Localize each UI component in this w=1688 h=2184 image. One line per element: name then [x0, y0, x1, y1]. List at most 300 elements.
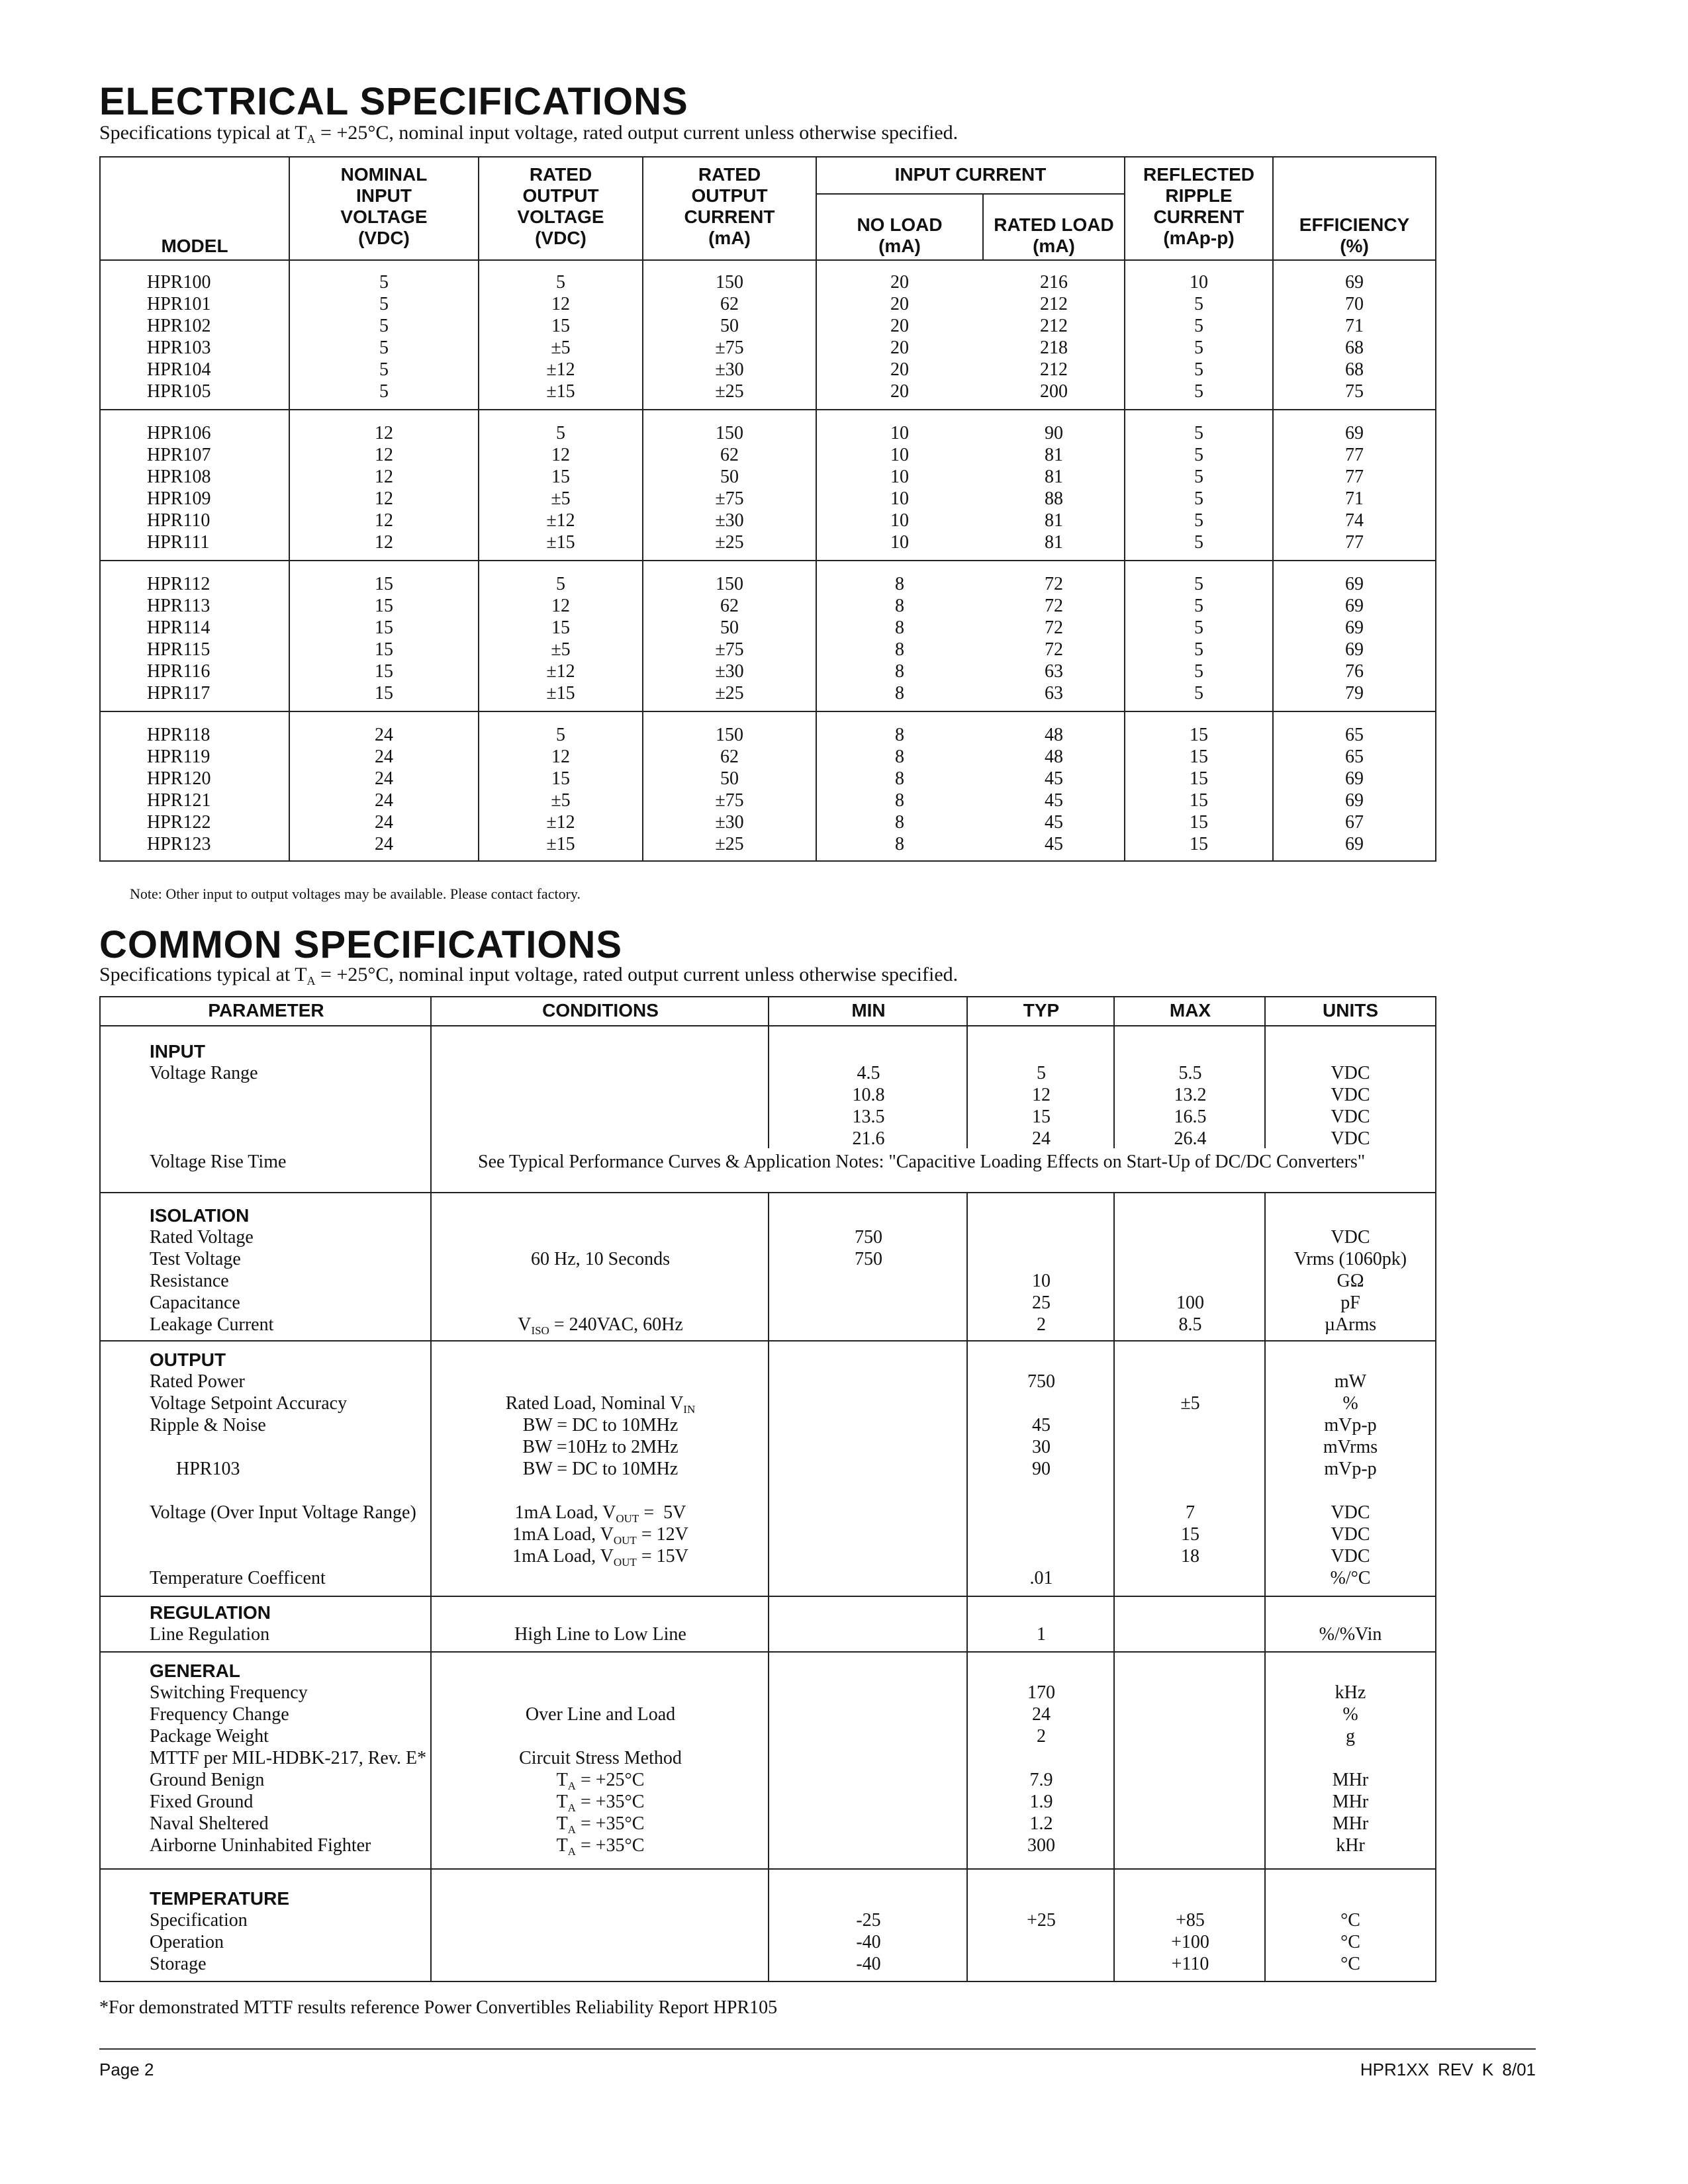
condition-value: BW = DC to 10MHz — [522, 1459, 679, 1479]
isolation-row — [101, 1270, 1435, 1292]
header-no-load: NO LOAD (mA) — [857, 214, 943, 256]
unit-value: °C — [1340, 1910, 1360, 1931]
electrical-subtitle: Specifications typical at $T_A = +25^\circ C$, nominal input voltage, rated output current unless otherwise specified. — [99, 122, 959, 146]
param-label: Leakage Current — [150, 1314, 274, 1335]
typ-value: 45 — [1032, 1415, 1051, 1435]
unit-value: % — [1342, 1704, 1358, 1725]
model-cell: HPR123 — [147, 834, 211, 854]
typ-value: 1 — [1037, 1624, 1046, 1645]
max-value: 7 — [1186, 1502, 1195, 1523]
output-row — [101, 1414, 1435, 1436]
header-efficiency: EFFICIENCY (%) — [1299, 214, 1410, 256]
no-load-cell: 20 — [890, 359, 909, 380]
header-reflected-ripple: REFLECTED RIPPLE CURRENT (mAp-p) — [1143, 164, 1254, 248]
header-rated-output-current: RATED OUTPUT CURRENT (mA) — [684, 164, 775, 248]
table-row — [101, 746, 1435, 768]
input-voltage-cell: 5 — [379, 294, 389, 314]
max-value: 100 — [1176, 1293, 1204, 1313]
input-voltage-cell: 12 — [375, 423, 393, 443]
max-value: +85 — [1176, 1910, 1205, 1931]
electrical-spec-table — [99, 156, 1436, 862]
header-model: MODEL — [161, 236, 228, 256]
model-cell: HPR102 — [147, 316, 211, 336]
output-current-cell: ±30 — [715, 359, 744, 380]
input-voltage-range-row — [101, 1106, 1435, 1128]
unit-value: mW — [1334, 1371, 1367, 1392]
ripple-cell: 5 — [1194, 467, 1203, 487]
input-voltage-cell: 5 — [379, 338, 389, 358]
temperature-row — [101, 1931, 1435, 1953]
table-row — [101, 488, 1435, 510]
param-label: MTTF per MIL-HDBK-217, Rev. E* — [150, 1748, 427, 1768]
param-label: Rated Voltage — [150, 1227, 254, 1248]
input-voltage-range-row — [101, 1128, 1435, 1150]
model-cell: HPR101 — [147, 294, 211, 314]
rated-load-cell: 72 — [1045, 574, 1063, 594]
input-voltage-cell: 5 — [379, 272, 389, 293]
param-label: Frequency Change — [150, 1704, 289, 1725]
output-row — [101, 1502, 1435, 1524]
model-group — [101, 712, 1435, 860]
general-row — [101, 1704, 1435, 1725]
input-voltage-cell: 24 — [375, 768, 393, 789]
table-row — [101, 315, 1435, 337]
output-current-cell: ±25 — [715, 532, 744, 553]
no-load-cell: 20 — [890, 272, 909, 293]
table-row — [101, 271, 1435, 293]
ripple-cell: 5 — [1194, 359, 1203, 380]
table-row — [101, 573, 1435, 595]
output-voltage-cell: ±12 — [546, 510, 575, 531]
input-voltage-range-row — [101, 1062, 1435, 1084]
unit-value: mVp-p — [1324, 1459, 1377, 1479]
condition-value: 1mA Load, $V_{OUT} = 5V$ — [514, 1502, 686, 1525]
no-load-cell: 10 — [890, 488, 909, 509]
regulation-group — [101, 1597, 1435, 1653]
mttf-row — [101, 1835, 1435, 1856]
ripple-cell: 5 — [1194, 510, 1203, 531]
model-cell: HPR118 — [147, 725, 211, 745]
model-cell: HPR121 — [147, 790, 211, 811]
unit-value: °C — [1340, 1932, 1360, 1952]
output-current-cell: ±75 — [715, 639, 744, 660]
table-row — [101, 833, 1435, 855]
condition-value: $T_A = +25^\circ C$ — [556, 1770, 645, 1792]
model-cell: HPR113 — [147, 596, 211, 616]
output-group — [101, 1342, 1435, 1597]
typ-value: 1.2 — [1029, 1813, 1053, 1834]
condition-value: 1mA Load, $V_{OUT} = 15V$ — [512, 1546, 688, 1569]
output-row — [101, 1392, 1435, 1414]
output-voltage-cell: ±12 — [546, 812, 575, 833]
unit-value: pF — [1340, 1293, 1360, 1313]
model-group — [101, 561, 1435, 712]
typ-value: 7.9 — [1029, 1770, 1053, 1790]
ripple-cell: 5 — [1194, 423, 1203, 443]
efficiency-cell: 71 — [1345, 488, 1364, 509]
efficiency-cell: 75 — [1345, 381, 1364, 402]
rated-load-cell: 63 — [1045, 683, 1063, 704]
output-voltage-cell: ±15 — [546, 683, 575, 704]
output-voltage-cell: 5 — [556, 272, 565, 293]
min-value: -40 — [856, 1932, 881, 1952]
param-label: Capacitance — [150, 1293, 240, 1313]
unit-value: MHr — [1332, 1770, 1369, 1790]
output-row — [101, 1436, 1435, 1458]
unit-value: g — [1346, 1726, 1355, 1747]
isolation-group — [101, 1193, 1435, 1342]
unit-value: VDC — [1331, 1524, 1370, 1545]
rated-load-cell: 216 — [1040, 272, 1068, 293]
output-current-cell: ±30 — [715, 812, 744, 833]
common-title: COMMON SPECIFICATIONS — [99, 923, 623, 966]
output-current-cell: 50 — [720, 768, 739, 789]
typ-value: 90 — [1032, 1459, 1051, 1479]
header-rated-load: RATED LOAD (mA) — [994, 214, 1114, 256]
param-label: Temperature Coefficent — [150, 1568, 326, 1588]
output-voltage-cell: ±5 — [551, 338, 571, 358]
rated-load-cell: 90 — [1045, 423, 1063, 443]
no-load-cell: 8 — [895, 768, 904, 789]
typ-value: 5 — [1037, 1063, 1046, 1083]
no-load-cell: 8 — [895, 725, 904, 745]
condition-value: Circuit Stress Method — [519, 1748, 682, 1768]
rise-time-note: See Typical Performance Curves & Application Notes: "Capacitive Loading Effects on Start-Up of DC/DC Converters" — [478, 1152, 1366, 1172]
output-current-cell: 150 — [716, 574, 743, 594]
output-row — [101, 1371, 1435, 1392]
input-voltage-cell: 15 — [375, 661, 393, 682]
output-voltage-cell: 12 — [551, 294, 570, 314]
general-row — [101, 1725, 1435, 1747]
input-voltage-cell: 24 — [375, 812, 393, 833]
param-label: Voltage (Over Input Voltage Range) — [150, 1502, 416, 1523]
output-voltage-cell: 12 — [551, 747, 570, 767]
output-current-cell: 50 — [720, 617, 739, 638]
ripple-cell: 15 — [1190, 790, 1208, 811]
condition-value: Rated Load, Nominal $V_{IN}$ — [505, 1393, 696, 1416]
no-load-cell: 10 — [890, 467, 909, 487]
no-load-cell: 8 — [895, 790, 904, 811]
input-voltage-cell: 12 — [375, 467, 393, 487]
condition-value: BW = DC to 10MHz — [522, 1415, 679, 1435]
mttf-row — [101, 1791, 1435, 1813]
mttf-row — [101, 1769, 1435, 1791]
output-voltage-cell: 15 — [551, 467, 570, 487]
efficiency-cell: 69 — [1345, 596, 1364, 616]
unit-value: kHr — [1336, 1835, 1365, 1856]
no-load-cell: 8 — [895, 596, 904, 616]
no-load-cell: 20 — [890, 381, 909, 402]
output-group-title: OUTPUT — [150, 1349, 226, 1370]
condition-value: $T_A = +35^\circ C$ — [556, 1813, 645, 1836]
common-subtitle: Specifications typical at $T_A = +25^\circ C$, nominal input voltage, rated output current unless otherwise specified. — [99, 964, 959, 987]
param-label: Fixed Ground — [150, 1792, 254, 1812]
typ-value: 2 — [1037, 1314, 1046, 1335]
ripple-cell: 15 — [1190, 834, 1208, 854]
param-label: Test Voltage — [150, 1249, 241, 1269]
rated-load-cell: 63 — [1045, 661, 1063, 682]
efficiency-cell: 65 — [1345, 725, 1364, 745]
model-cell: HPR120 — [147, 768, 211, 789]
input-voltage-cell: 12 — [375, 445, 393, 465]
unit-value: % — [1342, 1393, 1358, 1414]
max-value: ±5 — [1180, 1393, 1200, 1414]
model-cell: HPR105 — [147, 381, 211, 402]
isolation-row — [101, 1248, 1435, 1270]
output-current-cell: ±75 — [715, 488, 744, 509]
table-row — [101, 617, 1435, 639]
efficiency-cell: 77 — [1345, 445, 1364, 465]
unit-value: GΩ — [1336, 1271, 1364, 1291]
efficiency-cell: 69 — [1345, 790, 1364, 811]
model-cell: HPR106 — [147, 423, 211, 443]
condition-value: BW =10Hz to 2MHz — [522, 1437, 679, 1457]
ripple-cell: 15 — [1190, 812, 1208, 833]
isolation-group-title: ISOLATION — [150, 1205, 250, 1226]
unit-value: VDC — [1331, 1227, 1370, 1248]
min-value: 750 — [855, 1249, 882, 1269]
param-label: Ground Benign — [150, 1770, 265, 1790]
temperature-row — [101, 1953, 1435, 1975]
no-load-cell: 10 — [890, 532, 909, 553]
condition-value: Over Line and Load — [525, 1704, 676, 1725]
voltage-rise-time-row — [101, 1151, 1435, 1173]
table-row — [101, 466, 1435, 488]
table-row — [101, 444, 1435, 466]
rated-load-cell: 81 — [1045, 510, 1063, 531]
efficiency-cell: 76 — [1345, 661, 1364, 682]
typ-value: 2 — [1037, 1726, 1046, 1747]
unit-value: VDC — [1331, 1128, 1370, 1149]
no-load-cell: 8 — [895, 617, 904, 638]
general-row — [101, 1682, 1435, 1704]
min-value: -40 — [856, 1954, 881, 1974]
output-current-cell: 50 — [720, 467, 739, 487]
unit-value: °C — [1340, 1954, 1360, 1974]
model-cell: HPR122 — [147, 812, 211, 833]
general-row — [101, 1747, 1435, 1769]
no-load-cell: 10 — [890, 510, 909, 531]
input-voltage-cell: 24 — [375, 747, 393, 767]
model-group — [101, 410, 1435, 561]
input-voltage-cell: 24 — [375, 790, 393, 811]
output-voltage-cell: ±12 — [546, 359, 575, 380]
max-value: 16.5 — [1174, 1107, 1207, 1127]
output-row — [101, 1458, 1435, 1480]
table-row — [101, 510, 1435, 531]
unit-value: VDC — [1331, 1546, 1370, 1567]
rated-load-cell: 48 — [1045, 747, 1063, 767]
efficiency-cell: 69 — [1345, 639, 1364, 660]
rated-load-cell: 212 — [1040, 294, 1068, 314]
output-current-cell: ±75 — [715, 338, 744, 358]
input-voltage-cell: 15 — [375, 639, 393, 660]
input-current-divider — [817, 193, 1124, 195]
table-row — [101, 639, 1435, 660]
param-label: Package Weight — [150, 1726, 269, 1747]
output-current-cell: 150 — [716, 272, 743, 293]
typ-value: 25 — [1032, 1293, 1051, 1313]
ripple-cell: 5 — [1194, 338, 1203, 358]
table-row — [101, 724, 1435, 746]
table-row — [101, 768, 1435, 790]
efficiency-cell: 77 — [1345, 532, 1364, 553]
output-voltage-cell: 15 — [551, 768, 570, 789]
efficiency-cell: 79 — [1345, 683, 1364, 704]
ripple-cell: 15 — [1190, 747, 1208, 767]
input-voltage-range-row — [101, 1084, 1435, 1106]
input-voltage-cell: 12 — [375, 488, 393, 509]
rated-load-cell: 48 — [1045, 725, 1063, 745]
param-label: Voltage Setpoint Accuracy — [150, 1393, 348, 1414]
output-voltage-cell: 12 — [551, 445, 570, 465]
isolation-row — [101, 1314, 1435, 1336]
efficiency-cell: 67 — [1345, 812, 1364, 833]
no-load-cell: 10 — [890, 423, 909, 443]
output-current-cell: 50 — [720, 316, 739, 336]
condition-value: $V_{ISO} = 240VAC$, 60Hz — [518, 1314, 683, 1337]
model-cell: HPR104 — [147, 359, 211, 380]
rated-load-cell: 200 — [1040, 381, 1068, 402]
output-current-cell: 62 — [720, 596, 739, 616]
output-voltage-cell: 12 — [551, 596, 570, 616]
header-rated-output-voltage: RATED OUTPUT VOLTAGE (VDC) — [517, 164, 604, 248]
min-value: -25 — [856, 1910, 881, 1931]
min-value: 10.8 — [852, 1085, 885, 1105]
min-value: 13.5 — [852, 1107, 885, 1127]
rated-load-cell: 81 — [1045, 445, 1063, 465]
efficiency-cell: 69 — [1345, 423, 1364, 443]
mttf-row — [101, 1813, 1435, 1835]
input-voltage-cell: 5 — [379, 381, 389, 402]
ripple-cell: 10 — [1190, 272, 1208, 293]
unit-value: kHz — [1335, 1682, 1366, 1703]
max-value: 18 — [1181, 1546, 1199, 1567]
header-typ: TYP — [1023, 1000, 1060, 1021]
ripple-cell: 15 — [1190, 768, 1208, 789]
ripple-cell: 5 — [1194, 574, 1203, 594]
efficiency-cell: 69 — [1345, 617, 1364, 638]
input-voltage-cell: 5 — [379, 359, 389, 380]
input-voltage-cell: 24 — [375, 834, 393, 854]
output-current-cell: 62 — [720, 747, 739, 767]
unit-value: MHr — [1332, 1792, 1369, 1812]
temperature-group-title: TEMPERATURE — [150, 1888, 290, 1909]
condition-value: 1mA Load, $V_{OUT} = 12V$ — [512, 1524, 688, 1547]
model-cell: HPR107 — [147, 445, 211, 465]
rated-load-cell: 45 — [1045, 790, 1063, 811]
header-max: MAX — [1169, 1000, 1211, 1021]
efficiency-cell: 69 — [1345, 272, 1364, 293]
common-spec-table — [99, 996, 1436, 1982]
model-cell: HPR117 — [147, 683, 211, 704]
general-group-title: GENERAL — [150, 1661, 240, 1681]
unit-value: µArms — [1324, 1314, 1377, 1335]
no-load-cell: 20 — [890, 294, 909, 314]
ripple-cell: 5 — [1194, 683, 1203, 704]
regulation-row — [101, 1623, 1435, 1645]
model-cell: HPR110 — [147, 510, 211, 531]
footer-rule — [99, 2048, 1536, 2050]
max-value: 5.5 — [1178, 1063, 1202, 1083]
table-row — [101, 381, 1435, 402]
no-load-cell: 8 — [895, 683, 904, 704]
efficiency-cell: 77 — [1345, 467, 1364, 487]
temperature-row — [101, 1909, 1435, 1931]
input-voltage-cell: 15 — [375, 574, 393, 594]
isolation-row — [101, 1292, 1435, 1314]
no-load-cell: 20 — [890, 316, 909, 336]
table-row — [101, 682, 1435, 704]
no-load-cell: 8 — [895, 661, 904, 682]
no-load-cell: 8 — [895, 639, 904, 660]
max-value: 26.4 — [1174, 1128, 1207, 1149]
output-voltage-cell: ±12 — [546, 661, 575, 682]
output-row — [101, 1567, 1435, 1589]
param-label: Switching Frequency — [150, 1682, 308, 1703]
min-value: 21.6 — [852, 1128, 885, 1149]
output-current-cell: ±30 — [715, 510, 744, 531]
output-current-cell: 150 — [716, 725, 743, 745]
no-load-cell: 8 — [895, 747, 904, 767]
model-cell: HPR116 — [147, 661, 211, 682]
param-label: Line Regulation — [150, 1624, 270, 1645]
output-voltage-cell: ±5 — [551, 488, 571, 509]
output-row — [101, 1545, 1435, 1567]
efficiency-cell: 69 — [1345, 768, 1364, 789]
input-voltage-cell: 24 — [375, 725, 393, 745]
table-row — [101, 359, 1435, 381]
output-voltage-cell: 15 — [551, 617, 570, 638]
input-group-title: INPUT — [150, 1041, 205, 1062]
unit-value: mVp-p — [1324, 1415, 1377, 1435]
header-divider — [982, 193, 984, 259]
unit-value: Vrms (1060pk) — [1293, 1249, 1407, 1269]
output-voltage-cell: ±15 — [546, 532, 575, 553]
rated-load-cell: 72 — [1045, 596, 1063, 616]
input-voltage-cell: 15 — [375, 596, 393, 616]
max-value: +100 — [1171, 1932, 1209, 1952]
max-value: +110 — [1171, 1954, 1209, 1974]
ripple-cell: 5 — [1194, 639, 1203, 660]
unit-value: VDC — [1331, 1502, 1370, 1523]
unit-value: %/%Vin — [1319, 1624, 1382, 1645]
rated-load-cell: 212 — [1040, 359, 1068, 380]
typ-value: 30 — [1032, 1437, 1051, 1457]
page-number: Page 2 — [99, 2060, 154, 2079]
table-row — [101, 337, 1435, 359]
no-load-cell: 10 — [890, 445, 909, 465]
typ-value: 24 — [1032, 1128, 1051, 1149]
ripple-cell: 5 — [1194, 294, 1203, 314]
efficiency-cell: 71 — [1345, 316, 1364, 336]
typ-value: 24 — [1032, 1704, 1051, 1725]
ripple-cell: 5 — [1194, 661, 1203, 682]
typ-value: +25 — [1027, 1910, 1056, 1931]
param-label: Voltage Rise Time — [150, 1152, 287, 1172]
typ-value: 1.9 — [1029, 1792, 1053, 1812]
param-label: HPR103 — [176, 1459, 240, 1479]
typ-value: 15 — [1032, 1107, 1051, 1127]
no-load-cell: 20 — [890, 338, 909, 358]
param-label: Voltage Range — [150, 1063, 258, 1083]
unit-value: MHr — [1332, 1813, 1369, 1834]
header-conditions: CONDITIONS — [542, 1000, 659, 1021]
min-value: 4.5 — [857, 1063, 880, 1083]
no-load-cell: 8 — [895, 812, 904, 833]
model-cell: HPR108 — [147, 467, 211, 487]
rated-load-cell: 218 — [1040, 338, 1068, 358]
